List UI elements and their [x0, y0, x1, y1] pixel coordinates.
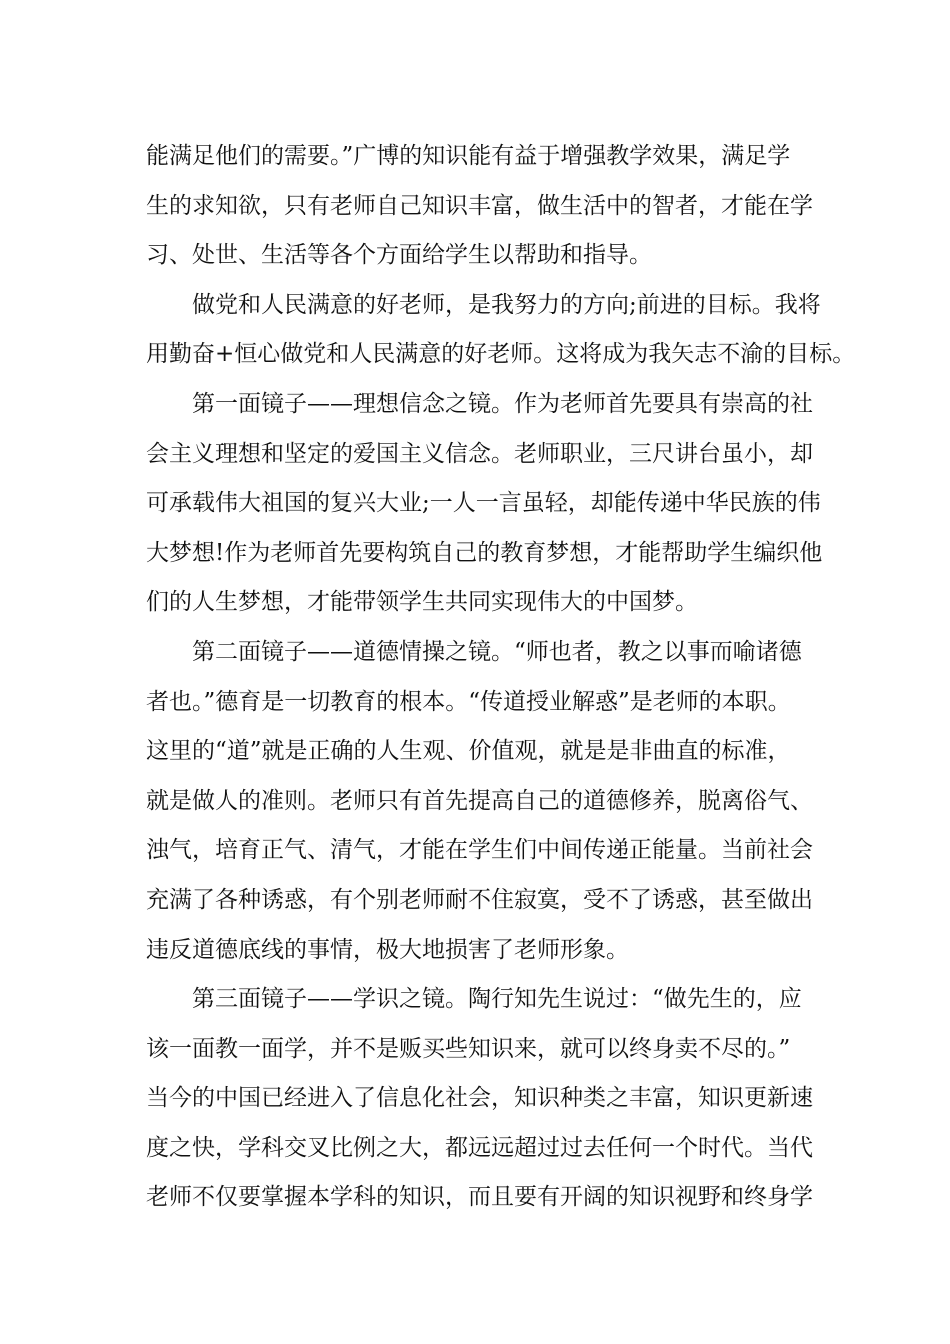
text-line: 该一面教一面学，并不是贩买些知识来，就可以终身卖不尽的。” — [146, 1035, 791, 1062]
text-line: 者也。”德育是一切教育的根本。“传道授业解惑”是老师的本职。 — [146, 688, 791, 715]
text-line: 老师不仅要掌握本学科的知识，而且要有开阔的知识视野和终身学 — [146, 1184, 813, 1211]
text-line: 大梦想!作为老师首先要构筑自己的教育梦想，才能帮助学生编织他 — [146, 539, 823, 566]
text-line: 能满足他们的需要。”广博的知识能有益于增强教学效果，满足学 — [146, 143, 791, 169]
text-line: 们的人生梦想，才能带领学生共同实现伟大的中国梦。 — [146, 589, 698, 616]
text-line: 浊气，培育正气、清气，才能在学生们中间传递正能量。当前社会 — [146, 837, 813, 864]
text-line: 度之快，学科交叉比例之大，都远远超过过去任何一个时代。当代 — [146, 1134, 813, 1161]
text-line: 就是做人的准则。老师只有首先提高自己的道德修养，脱离俗气、 — [146, 787, 813, 814]
text-line: 当今的中国已经进入了信息化社会，知识种类之丰富，知识更新速 — [146, 1085, 813, 1112]
text-line: 这里的“道”就是正确的人生观、价值观，就是是非曲直的标准， — [146, 738, 791, 765]
body-text — [146, 132, 856, 1223]
paragraph-start-line: 第二面镜子——道德情操之镜。“师也者，教之以事而喻诸德 — [192, 638, 802, 665]
text-line: 违反道德底线的事情，极大地损害了老师形象。 — [146, 936, 629, 963]
text-line: 会主义理想和坚定的爱国主义信念。老师职业，三尺讲台虽小，却 — [146, 440, 813, 467]
text-line: 可承载伟大祖国的复兴大业;一人一言虽轻，却能传递中华民族的伟 — [146, 490, 821, 517]
text-line: 习、处世、生活等各个方面给学生以帮助和指导。 — [146, 242, 652, 269]
text-line: 用勤奋+恒心做党和人民满意的好老师。这将成为我矢志不渝的目标。 — [146, 341, 856, 368]
paragraph-start-line: 第三面镜子——学识之镜。陶行知先生说过：“做先生的，应 — [192, 986, 802, 1013]
paragraph-start-line: 做党和人民满意的好老师，是我努力的方向;前进的目标。我将 — [192, 291, 821, 318]
paragraph-start-line: 第一面镜子——理想信念之镜。作为老师首先要具有崇高的社 — [192, 390, 813, 417]
text-line: 充满了各种诱惑，有个别老师耐不住寂寞，受不了诱惑，甚至做出 — [146, 886, 813, 913]
text-line: 生的求知欲，只有老师自己知识丰富，做生活中的智者，才能在学 — [146, 192, 813, 219]
